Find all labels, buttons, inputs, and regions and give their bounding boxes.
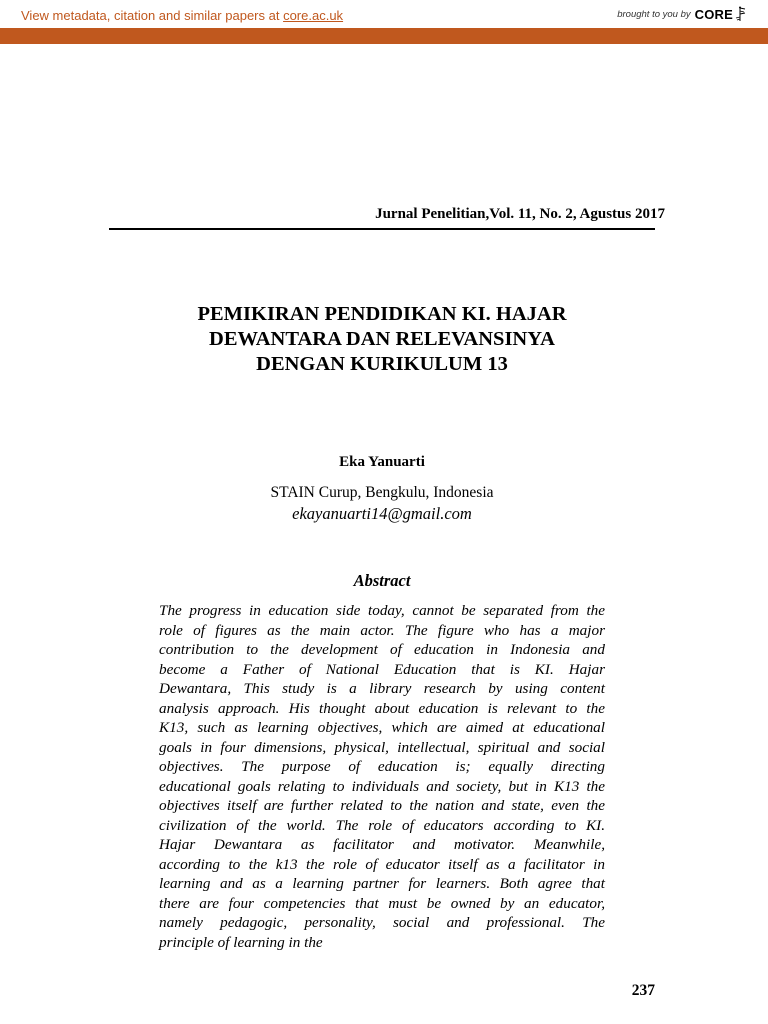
abstract-line: become a Father of National Education that is KI. Hajar bbox=[159, 660, 605, 678]
title-line: DEWANTARA DAN RELEVANSINYA bbox=[209, 328, 555, 350]
core-brand[interactable] bbox=[617, 6, 746, 22]
abstract-line: objectives. The purpose of education is; equally directing bbox=[159, 758, 605, 775]
journal-header: Jurnal Penelitian,Vol. 11, No. 2, Agustus 2017 bbox=[375, 206, 665, 222]
author-name: Eka Yanuarti bbox=[339, 454, 425, 470]
abstract-heading: Abstract bbox=[353, 571, 411, 590]
abstract-line: according to the k13 the role of educator itself as a facilitator in bbox=[159, 855, 605, 873]
abstract-line: educational goals relating to individuals and society, but in K13 the bbox=[159, 777, 605, 795]
core-link-prefix: View metadata, citation and similar papers at bbox=[21, 8, 284, 23]
brought-by-text: brought to you by bbox=[617, 9, 691, 20]
abstract-line: K13, such as learning objectives, which are aimed at educational bbox=[159, 719, 605, 736]
abstract-line: namely pedagogic, personality, social and professional. The bbox=[159, 914, 605, 931]
paper-title bbox=[109, 302, 655, 377]
author-affiliation: STAIN Curup, Bengkulu, Indonesia bbox=[270, 484, 494, 501]
abstract-line: principle of learning in the bbox=[159, 933, 323, 951]
abstract-line: The progress in education side today, cannot be separated from the bbox=[159, 602, 605, 619]
title-line: PEMIKIRAN PENDIDIKAN KI. HAJAR bbox=[197, 303, 567, 325]
core-logo-icon bbox=[734, 6, 746, 22]
header-rule bbox=[109, 228, 655, 230]
abstract-line: role of figures as the main actor. The figure who has a major bbox=[159, 621, 605, 639]
author-email: ekayanuarti14@gmail.com bbox=[292, 504, 472, 523]
abstract-line: analysis approach. His thought about education is relevant to the bbox=[159, 699, 605, 717]
abstract-body bbox=[159, 601, 605, 952]
abstract-line: objectives itself are further related to the nation and state, even the bbox=[159, 797, 605, 814]
core-metadata-link[interactable] bbox=[21, 8, 343, 23]
page-number: 237 bbox=[631, 982, 655, 999]
core-banner-bar bbox=[0, 28, 768, 44]
abstract-line: Dewantara, This study is a library research by using content bbox=[159, 680, 605, 697]
abstract-line: contribution to the development of education in Indonesia and bbox=[159, 641, 605, 658]
abstract-line: Hajar Dewantara as facilitator and motivator. Meanwhile, bbox=[159, 836, 605, 853]
abstract-line: goals in four dimensions, physical, intellectual, spiritual and social bbox=[159, 738, 605, 756]
abstract-line: civilization of the world. The role of educators according to KI. bbox=[159, 816, 605, 834]
title-line: DENGAN KURIKULUM 13 bbox=[256, 353, 508, 375]
core-brand-name: CORE bbox=[694, 7, 733, 22]
abstract-line: there are four competencies that must be owned by an educator, bbox=[159, 894, 605, 912]
core-banner bbox=[0, 0, 768, 28]
abstract-line: learning and as a learning partner for learners. Both agree that bbox=[159, 875, 605, 892]
core-ac-uk-link[interactable]: core.ac.uk bbox=[283, 8, 344, 23]
